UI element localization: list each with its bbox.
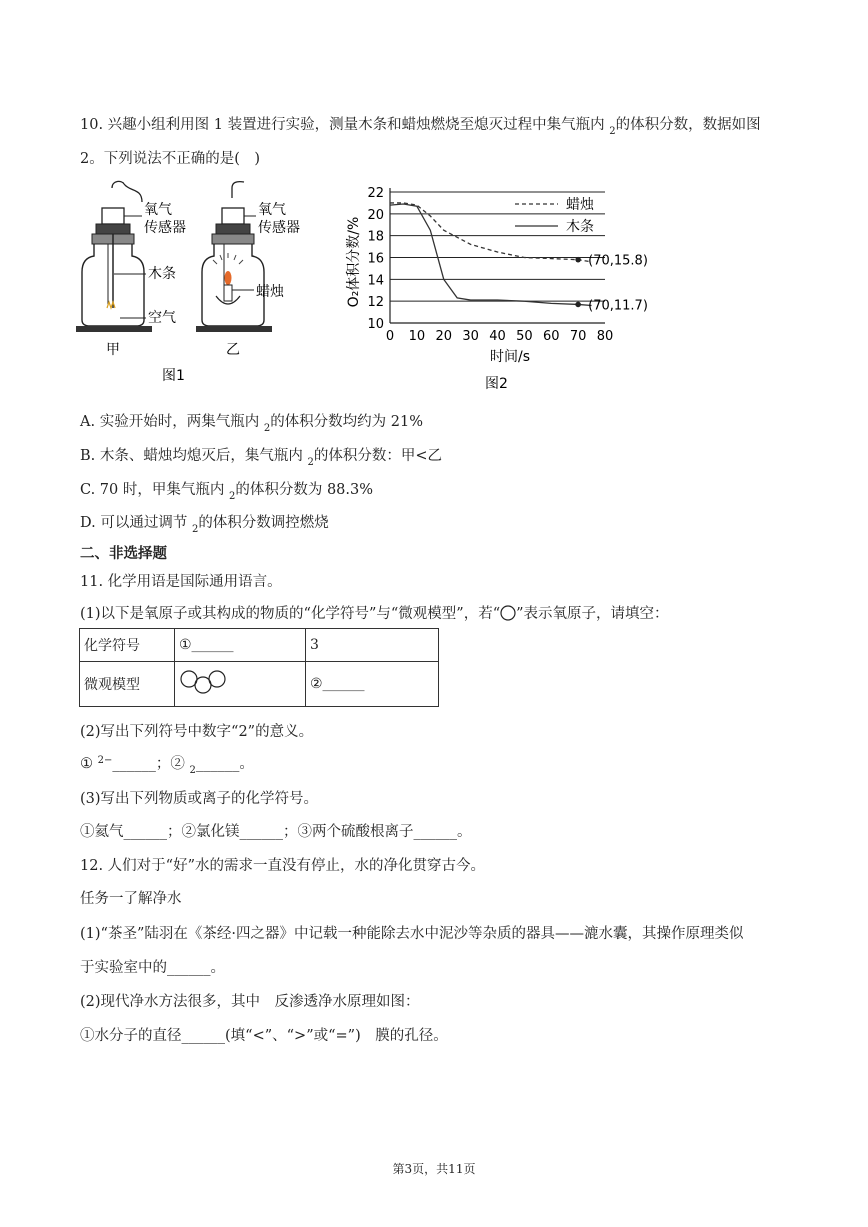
q10-line2: 2。下列说法不正确的是( ): [80, 151, 261, 167]
x-tick-label: 10: [408, 329, 426, 344]
label-stick: 木条: [148, 266, 176, 282]
subscript: 2: [263, 423, 271, 434]
q12-intro: 12. 人们对于“好”水的需求一直没有停止，水的净化贯穿古今。: [80, 858, 485, 874]
legend-label: 蜡烛: [566, 197, 594, 213]
label-sensor-1: 传感器: [144, 220, 186, 236]
q12-p1b: 于实验室中的______。: [80, 960, 225, 976]
q12-p1a: (1)“茶圣”陆羽在《茶经·四之器》中记载一种能除去水中泥沙等杂质的器具——漉水囊，其操作原理类似: [80, 926, 744, 942]
option-c-tail: 的体积分数为 88.3%: [235, 482, 374, 498]
table-cell: 3: [306, 629, 439, 662]
x-tick-label: 30: [462, 329, 479, 344]
table-cell: 化学符号: [80, 629, 175, 662]
option-d-tail: 的体积分数调控燃烧: [198, 515, 329, 531]
y-tick-label: 14: [367, 273, 384, 289]
q11-intro: 11. 化学用语是国际通用语言。: [80, 574, 282, 590]
y-tick-label: 12: [367, 295, 384, 311]
q10-text: 10. 兴趣小组利用图 1 装置进行实验，测量木条和蜡烛燃烧至熄灭过程中集气瓶内: [80, 117, 605, 133]
ozone-model-icon: [179, 667, 239, 697]
label-air: 空气: [148, 310, 176, 326]
superscript: 2−: [97, 755, 113, 766]
chart-ylabel: O₂体积分数/%: [346, 216, 362, 308]
oxygen-atom-icon: [500, 605, 516, 621]
legend-label: 木条: [566, 219, 594, 235]
chart-xlabel: 时间/s: [489, 349, 531, 365]
x-tick-label: 80: [596, 329, 614, 344]
q11-p1-text: (1)以下是氧原子或其构成的物质的“化学符号”与“微观模型”，若“: [80, 606, 501, 622]
label-jia: 甲: [106, 342, 120, 358]
option-a-text: A. 实验开始时，两集气瓶内: [80, 414, 260, 430]
q11-p3-items: ①氦气______；②氯化镁______；③两个硫酸根离子______。: [80, 824, 472, 840]
option-b-text: B. 木条、蜡烛均熄灭后，集气瓶内: [80, 448, 303, 464]
q11-p1-tail: ”表示氧原子，请填空：: [516, 606, 669, 622]
option-d-text: D. 可以通过调节: [80, 515, 188, 531]
x-tick-label: 40: [489, 329, 506, 344]
q10-line1: [80, 113, 761, 137]
data-point: [575, 257, 581, 263]
q10-text-tail: 的体积分数，数据如图: [615, 117, 761, 133]
y-tick-label: 16: [367, 251, 384, 267]
label-oxygen-1: 氧气: [144, 202, 172, 218]
q11-p2-items: [80, 752, 254, 776]
point-annotation: (70,11.7): [588, 298, 648, 314]
option-d: [80, 511, 329, 535]
table-cell-model: [175, 662, 306, 707]
page-footer: 第3页，共11页: [392, 1162, 476, 1176]
label-sensor-2: 传感器: [258, 220, 300, 236]
subscript: 2: [609, 126, 616, 137]
option-b: [80, 444, 443, 468]
option-a-tail: 的体积分数均约为 21%: [270, 414, 424, 430]
table-cell-blank-2: ②______: [306, 662, 439, 707]
option-a: [80, 410, 424, 434]
table-cell: 微观模型: [80, 662, 175, 707]
chem-table: [79, 628, 439, 707]
blank-a: ______；②: [112, 756, 185, 772]
bottle-jia: [76, 181, 152, 332]
figure-1-caption: 图1: [162, 368, 185, 384]
point-annotation: (70,15.8): [588, 253, 648, 269]
label-yi: 乙: [226, 342, 240, 358]
x-tick-label: 50: [516, 329, 533, 344]
option-c: [80, 478, 374, 502]
q12-p2: (2)现代净水方法很多，其中 反渗透净水原理如图：: [80, 994, 420, 1010]
figure-2-chart: [330, 178, 700, 394]
label-candle: 蜡烛: [256, 284, 284, 300]
subscript: 2: [307, 457, 314, 468]
label-oxygen-2: 氧气: [258, 202, 286, 218]
option-c-text: C. 70 时，甲集气瓶内: [80, 482, 225, 498]
x-tick-label: 60: [542, 329, 560, 344]
figure-2-caption: 图2: [485, 376, 508, 392]
q12-task: 任务一了解净水: [80, 891, 182, 907]
y-tick-label: 20: [367, 207, 384, 223]
series-line-stick: [390, 204, 592, 306]
figure-1-apparatus: [72, 180, 302, 390]
y-tick-label: 22: [367, 186, 384, 201]
q12-p2-a: ①水分子的直径______(填“<”、“>”或“=”) 膜的孔径。: [80, 1028, 448, 1044]
y-tick-label: 18: [367, 229, 384, 245]
q11-p2: (2)写出下列符号中数字“2”的意义。: [80, 724, 314, 740]
subscript: 2: [228, 491, 236, 502]
x-tick-label: 20: [435, 329, 453, 344]
q11-p1: [80, 602, 669, 623]
item-a: ①: [80, 756, 93, 772]
data-point: [575, 302, 581, 308]
option-b-tail: 的体积分数：甲<乙: [313, 448, 443, 464]
y-tick-label: 10: [367, 317, 384, 332]
subscript: 2: [191, 524, 199, 535]
subscript: 2: [189, 765, 196, 776]
x-tick-label: 70: [569, 329, 587, 344]
table-cell-blank-1: ①______: [175, 629, 306, 662]
x-tick-label: 0: [385, 329, 395, 344]
section-title: 二、非选择题: [80, 545, 167, 562]
blank-b: ______。: [195, 756, 254, 772]
q11-p3: (3)写出下列物质或离子的化学符号。: [80, 791, 319, 807]
